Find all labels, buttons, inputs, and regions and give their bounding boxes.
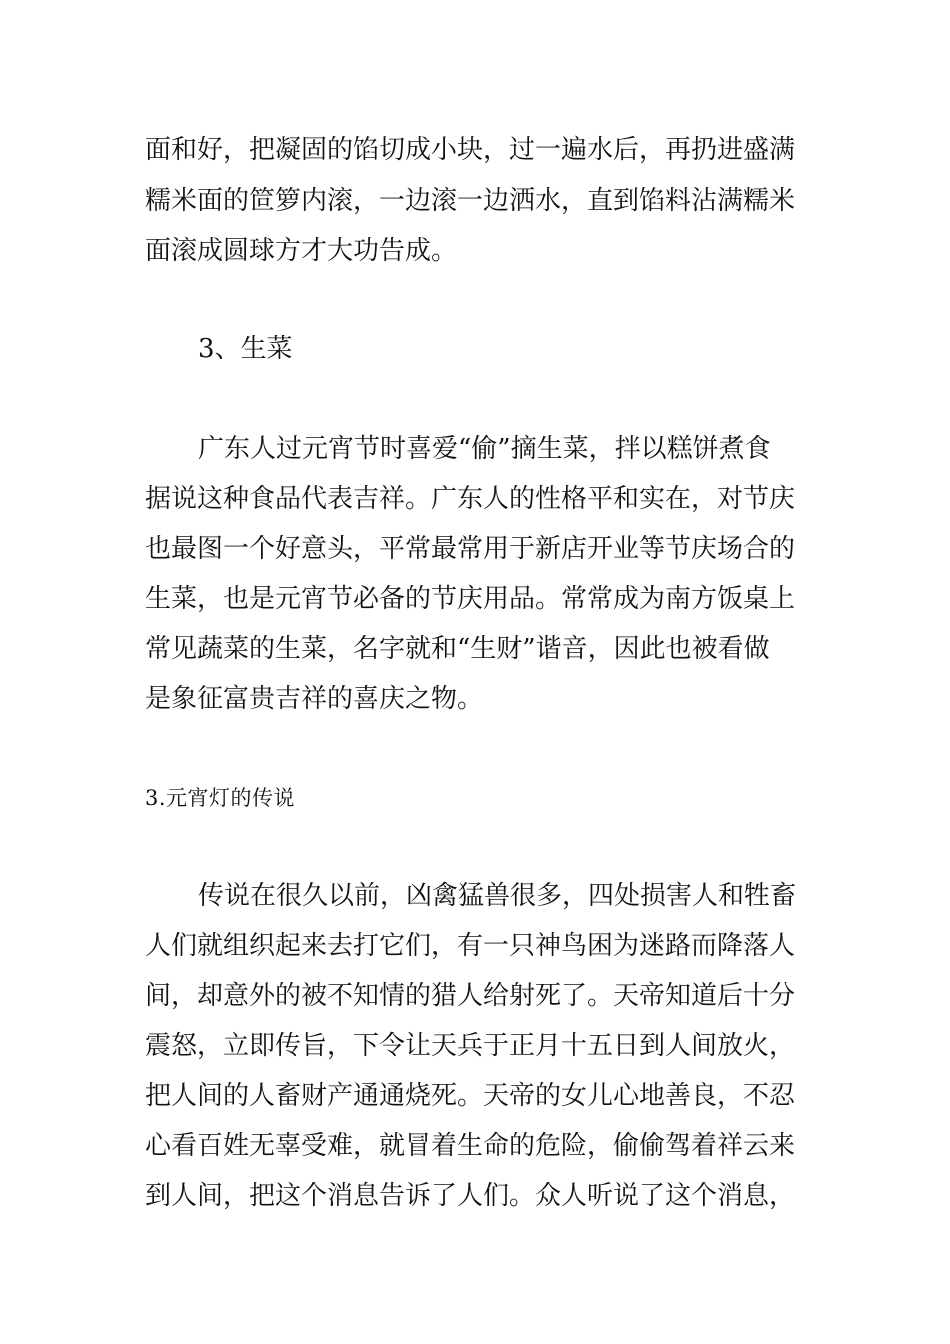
paragraph-1-line-2: 糯米面的笸箩内滚，一边滚一边洒水，直到馅料沾满糯米 [145,186,796,216]
paragraph-3-line-7: 到人间，把这个消息告诉了人们。众人听说了这个消息， [145,1181,796,1211]
section-heading-lettuce: 3、生菜 [198,334,293,364]
section-heading-lantern-legend: 3.元宵灯的传说 [145,786,296,810]
paragraph-3-line-2: 人们就组织起来去打它们，有一只神鸟困为迷路而降落人 [145,931,796,961]
paragraph-2-line-5: 常见蔬菜的生菜，名字就和“生财”谐音，因此也被看做 [145,634,770,664]
paragraph-2-line-6: 是象征富贵吉祥的喜庆之物。 [145,684,484,714]
paragraph-1-line-3: 面滚成圆球方才大功告成。 [145,236,458,266]
paragraph-3-line-6: 心看百姓无辜受难，就冒着生命的危险，偷偷驾着祥云来 [145,1131,796,1161]
paragraph-1-line-1: 面和好，把凝固的馅切成小块，过一遍水后，再扔进盛满 [145,135,796,165]
paragraph-3-line-5: 把人间的人畜财产通通烧死。天帝的女儿心地善良，不忍 [145,1081,796,1111]
paragraph-2-line-4: 生菜，也是元宵节必备的节庆用品。常常成为南方饭桌上 [145,584,796,614]
paragraph-2-line-1: 广东人过元宵节时喜爱“偷”摘生菜，拌以糕饼煮食 [198,434,771,464]
paragraph-3-line-4: 震怒，立即传旨，下令让天兵于正月十五日到人间放火， [145,1031,796,1061]
paragraph-2-line-3: 也最图一个好意头，平常最常用于新店开业等节庆场合的 [145,534,796,564]
paragraph-2-line-2: 据说这种食品代表吉祥。广东人的性格平和实在，对节庆 [145,484,796,514]
paragraph-3-line-1: 传说在很久以前，凶禽猛兽很多，四处损害人和牲畜 [198,881,797,911]
paragraph-3-line-3: 间，却意外的被不知情的猎人给射死了。天帝知道后十分 [145,981,796,1011]
